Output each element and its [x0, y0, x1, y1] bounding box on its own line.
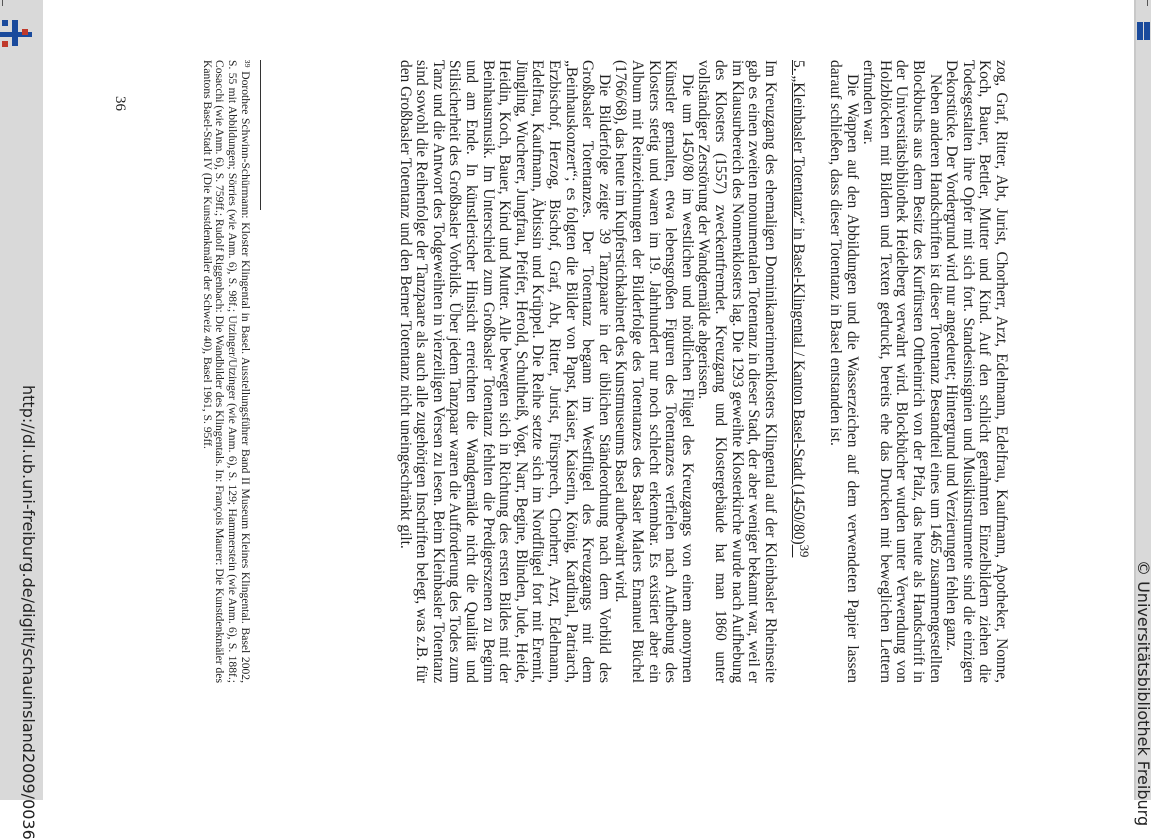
footnote: ³⁹ Dorothee Schwinn-Schürmann: Kloster Klingental in Basel. Ausstellungsführer Band II Museum Kleines Klingental. Basel 2002, S. 55 mit Abbildungen; Sörries (wie Anm. 6), S. 98f.; Utzinger/Utzinger (wie Anm. 6), S. 129; Hammerstein (wie Anm. 6), S. 188f.; Cosacchi (wie Anm. 6), S. 759ff.; Rudolf Riggenbach: Die Wandbilder des Klingentals. In: François Maurer: Die Kunstdenkmäler des Kantons Basel-Stadt IV (Die Kunstdenkmäler der Schweiz 40), Basel 1961, S. 95ff. [200, 60, 252, 683]
paragraph: zog, Graf, Ritter, Abt, Jurist, Chorherr, Arzt, Edelmann, Edelfrau, Kaufmann, Apotheker, Nonne, Koch, Bauer, Bettler, Mutter und Kind. Auf den schlicht gerahmten Einzelbildern ziehen die Todesgestalten ihre Opfer mit sich fort. Standesinsignien und Musikinstrumente sind die einzigen Dekorstücke. Der Vordergrund wird nur angedeutet; Hintergrund und Verzierungen fehlen ganz. [943, 60, 1010, 683]
section-heading-text: 5. „Kleinbasler Totentanz“ in Basel-Klingental / Kanton Basel-Stadt (1450/80) [790, 60, 808, 545]
footnote-ref: 39 [797, 544, 812, 558]
page-number: 36 [112, 96, 128, 111]
footnote-divider [260, 60, 261, 210]
crop-mark-bottom-left [2, 0, 3, 6]
crop-mark-top-left [1147, 0, 1148, 6]
paragraph: Die Bilderfolge zeigte 39 Tanzpaare in der üblichen Ständeordnung nach dem Vorbild des Großbasler Totentanzes. Der Totentanz begann im Westflügel des Kreuzgangs mit dem „Beinhauskonzert“; es folgten die Bilder von Papst, Kaiser, Kaiserin, König, Kardinal, Patriarch, Erzbischof, Herzog, Bischof, Graf, Abt, Ritter, Jurist, Fürsprech, Chorherr, Arzt, Edelmann, Edelfrau, Kaufmann, Äbtissin und Krüppel. Die Reihe setzte sich im Nordflügel fort mit Eremit, Jüngling, Wucherer, Jungfrau, Pfeifer, Herold, Schultheiß, Vogt, Narr, Begine, Blinden, Jude, Heide, Heidin, Koch, Bauer, Kind und Mutter. Alle bewegten sich in Richtung des ersten Bildes mit der Beinhausmusik. Im Unterschied zum Großbasler Totentanz fehlten die Predigerszenen zu Beginn und am Ende. In künstlerischer Hinsicht erreichten die Wandgemälde nicht die Qualität und Stilsicherheit des Großbasler Vorbilds. Über jedem Tanzpaar waren die Aufforderung des Todes zum Tanz und die Antwort des Todgeweihten in vierzeiligen Versen zu lesen. Beim Kleinbasler Totentanz sind sowohl die Reihenfolge der Tanzpaare als auch alle zugehörigen Inschriften belegt, was z.B. für den Großbasler Totentanz und den Berner Totentanz nicht uneingeschränkt gilt. [396, 60, 613, 683]
paragraph: Neben anderen Handschriften ist dieser Totentanz Bestandteil eines um 1465 zusammengestellten Blockbuchs aus dem Besitz des Kurfürsten Ottheinrich von der Pfalz, das heute als Handschrift in der Universitätsbibliothek Heidelberg verwahrt wird. Blockbücher wurden unter Verwendung von Holzblöcken mit Bildern und Texten gedruckt, bereits ehe das Drucken mit beweglichen Lettern erfunden war. [860, 60, 944, 683]
section-heading [790, 60, 813, 683]
main-text [396, 60, 1009, 683]
paragraph: Die Wappen auf den Abbildungen und die Wasserzeichen auf dem verwendeten Papier lassen darauf schließen, dass dieser Totentanz in Basel entstanden ist. [827, 60, 861, 683]
paragraph: Im Kreuzgang des ehemaligen Dominikanerinnenklosters Klingental auf der Kleinbasler Rheinseite gab es einen zweiten monumentalen Totentanz in dieser Stadt, der aber weniger bekannt war, weil er im Klausurbereich des Nonnenklosters lag. Die 1293 geweihte Klosterkirche wurde nach Aufhebung des Klosters (1557) zweckentfremdet. Kreuzgang und Klostergebäude hat man 1860 unter vollständiger Zerstörung der Wandgemälde abgerissen. [695, 60, 779, 683]
paragraph: Die um 1450/80 im westlichen und nördlichen Flügel des Kreuzgangs von einem anonymen Künstler gemalten, etwa lebensgroßen Figuren des Totentanzes verfielen nach Aufhebung des Klosters stetig und waren im 19. Jahrhundert nur noch schlecht erkennbar. Es existiert aber ein Album mit Reinzeichnungen der Bilderfolge des Totentanzes des Basler Malers Emanuel Büchel (1766/68), das heute im Kupferstichkabinett des Kunstmuseums Basel aufbewahrt wird. [612, 60, 696, 683]
copyright-notice: © Universitätsbibliothek Freiburg [1134, 560, 1153, 827]
source-url[interactable]: http://dl.ub.uni-freiburg.de/diglit/schauinsland2009/0036 [19, 385, 38, 840]
